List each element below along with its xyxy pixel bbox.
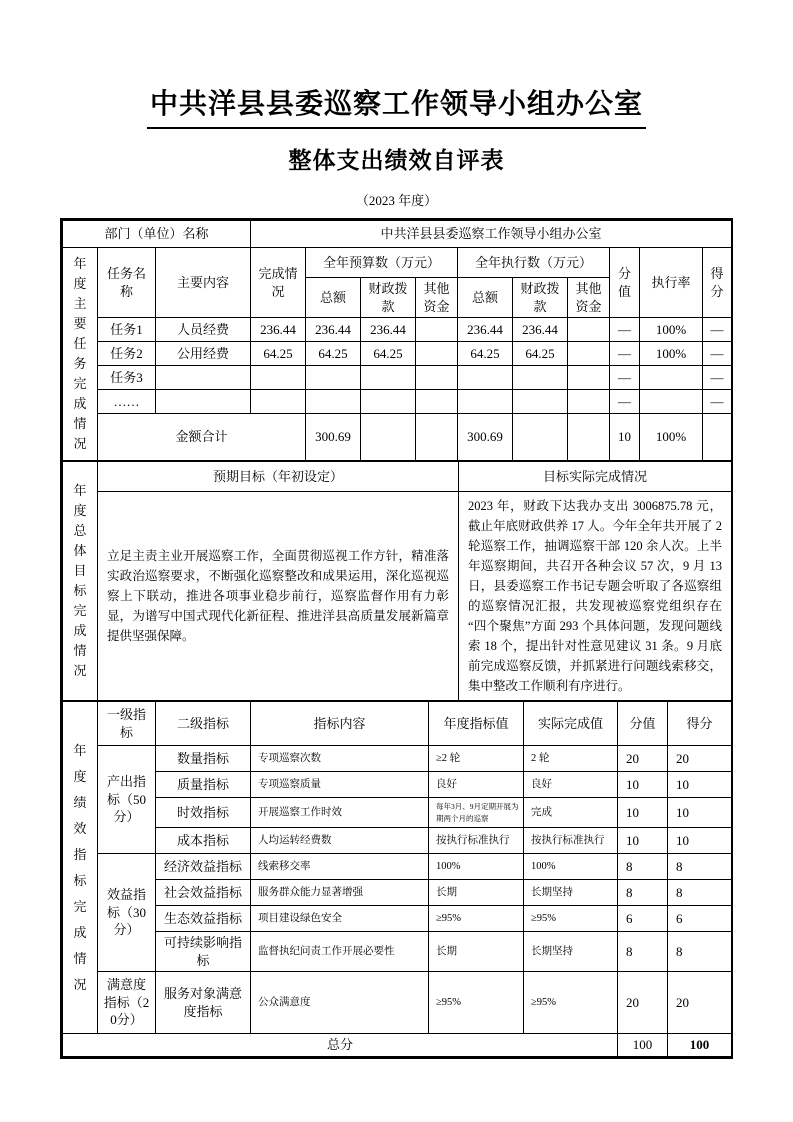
exec-rate-cell: 100% <box>640 342 703 366</box>
secondary-indicator-cell: 经济效益指标 <box>156 854 251 880</box>
budget-other-cell <box>416 342 458 366</box>
total-points-cell: 100 <box>618 1034 668 1057</box>
indicator-row <box>63 772 732 798</box>
budget-other-cell <box>416 390 458 414</box>
exec-rate-header: 执行率 <box>640 248 703 318</box>
points-cell: 10 <box>618 798 668 828</box>
total-score-row <box>63 1034 732 1057</box>
target-value-cell: ≥2 轮 <box>429 746 524 772</box>
actual-goal-header: 目标实际完成情况 <box>459 462 732 492</box>
task-row <box>63 366 732 390</box>
budget-total-cell: 64.25 <box>306 342 361 366</box>
actual-goal-text: 2023 年，财政下达我办支出 3006875.78 元，截止年底财政供养 17 人。今年全年共开展了 2 轮巡察工作，抽调巡察干部 120 余人次。上半年巡察期间，共召开各种会议 57 次，9 月 13 日，县委巡察工作书记专题会听取了各巡察组的巡察情况汇报，共发现被巡察党组织存在“四个聚焦”方面 293 个具体问题，发现问题线索 18 个，提出针对性意见建议 31 条。9 月底前完成巡察反馈，并抓紧进行问题线索移交，集中整改工作顺利有序进行。 <box>459 492 732 701</box>
score-cell: 20 <box>668 746 732 772</box>
indicator-content-cell: 线索移交率 <box>251 854 429 880</box>
points-cell: — <box>610 342 640 366</box>
indicators-side-label-cell <box>63 702 98 1034</box>
tasks-table <box>62 220 732 461</box>
exec-other-cell <box>568 390 610 414</box>
amount-total-row <box>63 414 732 461</box>
indicator-row <box>63 906 732 932</box>
dept-value-cell: 中共洋县县委巡察工作领导小组办公室 <box>251 221 732 248</box>
score-cell: — <box>703 318 732 342</box>
score-cell: 6 <box>668 906 732 932</box>
exec-fiscal-cell <box>513 390 568 414</box>
task-name-cell: 任务2 <box>98 342 156 366</box>
budget-fiscal-cell: 64.25 <box>361 342 416 366</box>
secondary-indicator-header: 二级指标 <box>156 702 251 746</box>
task-row <box>63 390 732 414</box>
dept-row <box>63 221 732 248</box>
target-value-cell: 按执行标准执行 <box>429 828 524 854</box>
completion-cell: 236.44 <box>251 318 306 342</box>
budget-total-cell <box>306 390 361 414</box>
exec-total-cell <box>458 390 513 414</box>
budget-total-cell <box>306 366 361 390</box>
points-cell: — <box>610 366 640 390</box>
actual-value-cell: 完成 <box>524 798 618 828</box>
task-content-cell: 公用经费 <box>156 342 251 366</box>
actual-value-cell: 2 轮 <box>524 746 618 772</box>
completion-cell <box>251 390 306 414</box>
page-subtitle: 整体支出绩效自评表 <box>288 147 505 173</box>
exec-fiscal-cell <box>513 366 568 390</box>
exec-fiscal-cell: 236.44 <box>513 318 568 342</box>
target-value-cell: ≥95% <box>429 906 524 932</box>
exec-rate-cell: 100% <box>640 414 703 461</box>
indicator-content-cell: 服务群众能力显著增强 <box>251 880 429 906</box>
score-cell: 10 <box>668 798 732 828</box>
points-cell: 10 <box>610 414 640 461</box>
budget-other-cell <box>416 318 458 342</box>
dept-label-cell: 部门（单位）名称 <box>63 221 251 248</box>
target-value-cell: 长期 <box>429 880 524 906</box>
goals-side-label: 年度总体目标完成情况 <box>73 483 87 679</box>
secondary-indicator-cell: 时效指标 <box>156 798 251 828</box>
actual-value-cell: 按执行标准执行 <box>524 828 618 854</box>
goals-table <box>62 461 732 701</box>
target-value-cell: 长期 <box>429 932 524 972</box>
exec-other-cell <box>568 414 610 461</box>
task-row <box>63 318 732 342</box>
budget-fiscal-cell <box>361 414 416 461</box>
indicator-row <box>63 880 732 906</box>
budget-total-cell: 300.69 <box>306 414 361 461</box>
points-cell: 10 <box>618 828 668 854</box>
tasks-side-label: 年度主要任务完成情况 <box>73 256 87 452</box>
points-cell: 20 <box>618 746 668 772</box>
score-header: 得分 <box>668 702 732 746</box>
score-cell: — <box>703 366 732 390</box>
target-value-cell: 100% <box>429 854 524 880</box>
exec-rate-cell <box>640 390 703 414</box>
secondary-indicator-cell: 服务对象满意度指标 <box>156 972 251 1034</box>
indicator-row <box>63 746 732 772</box>
points-cell: — <box>610 318 640 342</box>
main-content-header: 主要内容 <box>156 248 251 318</box>
budget-fiscal-header: 财政拨款 <box>361 278 416 318</box>
target-value-cell: 良好 <box>429 772 524 798</box>
main-table <box>60 218 733 1059</box>
task-content-cell <box>156 390 251 414</box>
budget-fiscal-cell: 236.44 <box>361 318 416 342</box>
completion-cell: 64.25 <box>251 342 306 366</box>
actual-value-header: 实际完成值 <box>524 702 618 746</box>
task-name-header: 任务名称 <box>98 248 156 318</box>
budget-group-header: 全年预算数（万元） <box>306 248 458 278</box>
secondary-indicator-cell: 质量指标 <box>156 772 251 798</box>
points-cell: 10 <box>618 772 668 798</box>
points-cell: — <box>610 390 640 414</box>
budget-fiscal-cell <box>361 366 416 390</box>
points-cell: 8 <box>618 854 668 880</box>
tasks-header-row-1 <box>63 248 732 278</box>
exec-group-header: 全年执行数（万元） <box>458 248 610 278</box>
score-cell: 10 <box>668 772 732 798</box>
document-header <box>0 82 793 209</box>
completion-cell <box>251 366 306 390</box>
indicator-content-cell: 监督执纪问责工作开展必要性 <box>251 932 429 972</box>
budget-other-cell <box>416 414 458 461</box>
indicators-header-row <box>63 702 732 746</box>
exec-other-cell <box>568 342 610 366</box>
indicator-row <box>63 972 732 1034</box>
target-value-header: 年度指标值 <box>429 702 524 746</box>
indicator-row <box>63 932 732 972</box>
secondary-indicator-cell: 可持续影响指标 <box>156 932 251 972</box>
completion-header: 完成情况 <box>251 248 306 318</box>
indicator-content-cell: 公众满意度 <box>251 972 429 1034</box>
score-cell: 8 <box>668 854 732 880</box>
goals-side-label-cell <box>63 462 98 701</box>
secondary-indicator-cell: 生态效益指标 <box>156 906 251 932</box>
score-cell: 20 <box>668 972 732 1034</box>
total-score-cell: 100 <box>668 1034 732 1057</box>
exec-total-cell <box>458 366 513 390</box>
indicator-content-cell: 人均运转经费数 <box>251 828 429 854</box>
secondary-indicator-cell: 数量指标 <box>156 746 251 772</box>
exec-fiscal-cell <box>513 414 568 461</box>
tasks-side-label-cell <box>63 248 98 461</box>
exec-other-cell <box>568 366 610 390</box>
budget-total-cell: 236.44 <box>306 318 361 342</box>
target-value-cell: ≥95% <box>429 972 524 1034</box>
exec-fiscal-header: 财政拨款 <box>513 278 568 318</box>
expected-goal-text: 立足主责主业开展巡察工作，全面贯彻巡视工作方针，精准落实政治巡察要求，不断强化巡察整改和成果运用，深化巡视巡察上下联动，推进各项事业稳步前行，巡察监督作用有力彰显，为谱写中国式现代化新征程、推进洋县高质量发展新篇章提供坚强保障。 <box>98 492 459 701</box>
exec-total-cell: 236.44 <box>458 318 513 342</box>
score-cell: — <box>703 390 732 414</box>
target-value-cell: 每年3月、9月定期开展为期两个月的巡察 <box>429 798 524 828</box>
page-title: 中共洋县县委巡察工作领导小组办公室 <box>0 82 793 129</box>
exec-other-cell <box>568 318 610 342</box>
indicator-content-cell: 项目建设绿色安全 <box>251 906 429 932</box>
exec-other-header: 其他资金 <box>568 278 610 318</box>
score-cell: — <box>703 342 732 366</box>
indicator-row <box>63 798 732 828</box>
points-header: 分值 <box>618 702 668 746</box>
task-name-cell: …… <box>98 390 156 414</box>
task-row <box>63 342 732 366</box>
actual-value-cell: ≥95% <box>524 972 618 1034</box>
exec-rate-cell: 100% <box>640 318 703 342</box>
actual-value-cell: 长期坚持 <box>524 880 618 906</box>
secondary-indicator-cell: 社会效益指标 <box>156 880 251 906</box>
total-score-label-cell: 总分 <box>63 1034 618 1057</box>
budget-other-header: 其他资金 <box>416 278 458 318</box>
indicator-content-header: 指标内容 <box>251 702 429 746</box>
goals-content-row <box>63 492 732 701</box>
secondary-indicator-cell: 成本指标 <box>156 828 251 854</box>
exec-total-header: 总额 <box>458 278 513 318</box>
exec-fiscal-cell: 64.25 <box>513 342 568 366</box>
actual-value-cell: 长期坚持 <box>524 932 618 972</box>
indicators-table <box>62 701 732 1057</box>
expected-goal-header: 预期目标（年初设定） <box>98 462 459 492</box>
budget-fiscal-cell <box>361 390 416 414</box>
points-cell: 8 <box>618 932 668 972</box>
task-content-cell <box>156 366 251 390</box>
task-name-cell: 任务1 <box>98 318 156 342</box>
exec-total-cell: 300.69 <box>458 414 513 461</box>
indicator-content-cell: 开展巡察工作时效 <box>251 798 429 828</box>
actual-value-cell: 100% <box>524 854 618 880</box>
actual-value-cell: ≥95% <box>524 906 618 932</box>
indicator-row <box>63 854 732 880</box>
points-cell: 6 <box>618 906 668 932</box>
exec-total-cell: 64.25 <box>458 342 513 366</box>
points-header: 分值 <box>610 248 640 318</box>
goals-header-row <box>63 462 732 492</box>
primary-indicator-cell: 产出指标（50分） <box>98 746 156 854</box>
points-cell: 8 <box>618 880 668 906</box>
score-cell: 8 <box>668 880 732 906</box>
score-cell: 10 <box>668 828 732 854</box>
exec-rate-cell <box>640 366 703 390</box>
points-cell: 20 <box>618 972 668 1034</box>
budget-total-header: 总额 <box>306 278 361 318</box>
indicator-row <box>63 828 732 854</box>
amount-total-label-cell: 金额合计 <box>98 414 306 461</box>
primary-indicator-header: 一级指标 <box>98 702 156 746</box>
score-cell: 8 <box>668 932 732 972</box>
score-header: 得分 <box>703 248 732 318</box>
task-name-cell: 任务3 <box>98 366 156 390</box>
primary-indicator-cell: 效益指标（30分） <box>98 854 156 972</box>
year-label: （2023 年度） <box>355 193 438 208</box>
indicator-content-cell: 专项巡察次数 <box>251 746 429 772</box>
budget-other-cell <box>416 366 458 390</box>
actual-value-cell: 良好 <box>524 772 618 798</box>
indicator-content-cell: 专项巡察质量 <box>251 772 429 798</box>
task-content-cell: 人员经费 <box>156 318 251 342</box>
score-cell <box>703 414 732 461</box>
primary-indicator-cell: 满意度指标（20分） <box>98 972 156 1034</box>
indicators-side-label: 年度绩效指标完成情况 <box>73 742 87 992</box>
